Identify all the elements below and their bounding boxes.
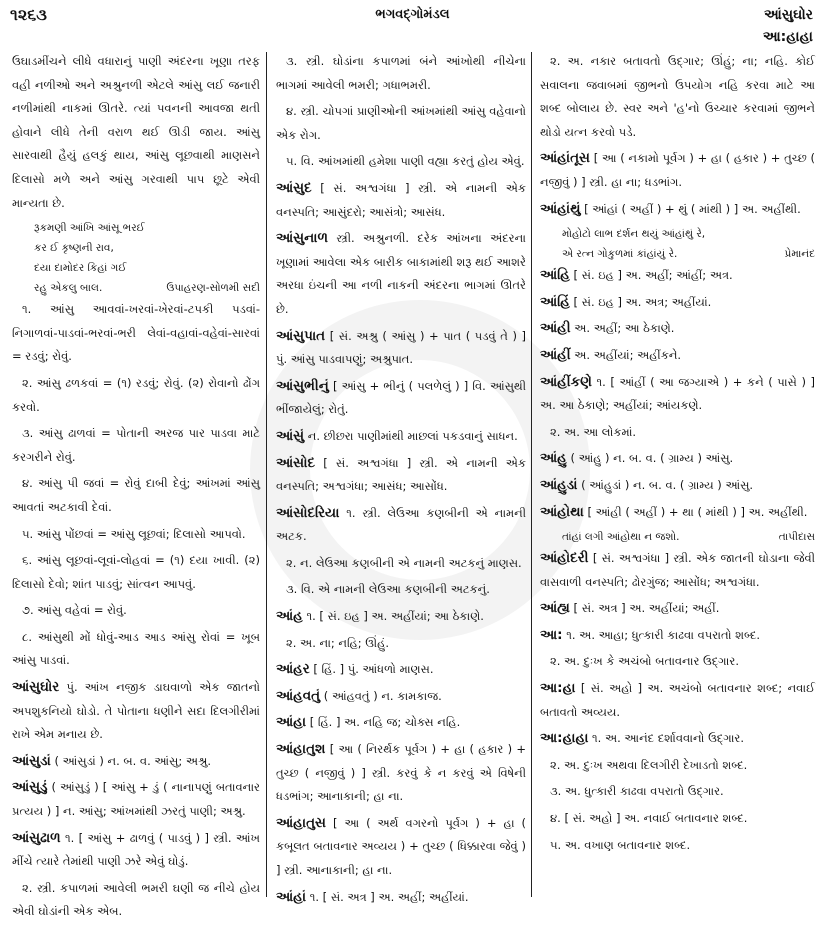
dictionary-entry [540, 447, 815, 471]
definition: [ સં. અશ્વગંધા ] સ્ત્રી. એક જાતની ઘોડાના જેવી વાસવાળી વનસ્પતિ; ઢોરગુંજ; આસોંધ; અશ્વગંધા. [540, 551, 815, 589]
quote-source: તાપીદાસ [778, 531, 815, 544]
guide-word-last: આ:હાહા [762, 29, 813, 45]
definition: ( આંહુડાં ) ન. બ. વ. ( ગ્રામ્ય ) આંસુ. [581, 477, 754, 492]
headword: આંસોદરિયા [276, 504, 340, 521]
intro-paragraph: ઉઘાડમીંચને લીધે વધારાનું પાણી અંદરના ખૂણા તરફ વહી નળીઓ અને અશ્રુનળી એટલે આંસુ લઈ જનારી નળીમાંથી નાકમાં ઊતરે. ત્યાં પવનની આવજા થતી હોવાને લીધે તેની વરાળ થઈ ઊડી જાય. આંસુ સારવાથી હૈયું હલકું થાય, આંસુ લૂછવાથી માણસને દિલાસો મળે અને આંસુ ગરવાથી પાપ છૂટે એવી માન્યતા છે. [12, 54, 260, 210]
definition: [ આંહી ( અહીં ) + થા ( માંથી ) ] અ. અહીંથી. [587, 504, 808, 519]
entry-sense [540, 780, 815, 804]
headword: આ:હા [540, 680, 576, 697]
idiom: ૨. આંસુ ઢળકવાં = (૧) રડવું; રોવું. (૨) રોવાનો ઢોંગ કરવો. [12, 375, 260, 414]
dictionary-entry [540, 547, 815, 594]
headword: આંહિ [540, 267, 570, 284]
idiom: ૭. આંસુ વહેવાં = રોવું. [22, 603, 127, 618]
definition: પું. આંખ નજીક ડાઘવાળો એક જાતનો અપશુકનિયો ઘોડો. તે પોતાના ધણીને સદા દિલગીરીમાં રાખે એમ મનાય છે. [12, 680, 260, 742]
headword: આંહ્ય [540, 600, 570, 617]
dictionary-entry [540, 677, 815, 724]
definition: ૧. અ. આનંદ દર્શાવવાનો ઉદ્ગાર. [592, 731, 745, 746]
definition: [ સં. અશ્વગંધા ] સ્ત્રી. એ નામની એક વનસ્પતિ; અશ્વગંધા; આસંધ; આસોંધ. [276, 455, 526, 494]
headword: આંસું [276, 427, 305, 444]
definition: ૨. સ્ત્રી. કપાળમાં આવેલી ભમરી ઘણી જ નીચે હોય એવી ઘોડાંની એક એબ. [12, 880, 260, 919]
dictionary-entry [540, 727, 815, 751]
idiom: ૮. આંસુથી મોં ધોવું-આડ આડ આંસુ રોવાં = ખૂબ આંસુ પાડવાં. [12, 629, 260, 668]
headword: આંહર [276, 661, 310, 678]
headword: આંસોદ [276, 454, 316, 471]
entry-sense: ૫. વિ. આંખમાંથી હમેશા પાણી વહ્યા કરતું હોય એવું. [286, 154, 525, 169]
dictionary-entry [276, 502, 526, 549]
dictionary-entry [276, 812, 526, 883]
entry-sense: ૪. સ્ત્રી. ચોપગાં પ્રાણીઓની આંખમાંથી આંસુ વહેવાનો એક રોગ. [276, 104, 526, 142]
entry-sense [12, 877, 260, 924]
dictionary-entry [276, 325, 526, 372]
dictionary-entry [540, 147, 815, 194]
definition: ( આંહવતું ) ન. કામકાજ. [323, 688, 442, 703]
dictionary-entry [12, 776, 260, 823]
headword: આંસુઢાળ [12, 829, 61, 846]
idiom: ૪. આંસુ પી જવાં = રોવું દાબી દેવું; આંખમાં આંસુ આવતાં અટકાવી દેવાં. [12, 476, 260, 514]
headword: આંસુભીનું [276, 377, 329, 394]
dictionary-entry [276, 375, 526, 422]
idiom: ૩. આંસુ ઢાળવાં = પોતાની અરજ પાર પાડવા માટે કરગરીને રોવું. [12, 426, 260, 464]
headword: આંહા [276, 714, 307, 731]
dictionary-entry [12, 676, 260, 747]
headword: આંહવતું [276, 687, 321, 704]
dictionary-entry [276, 425, 526, 449]
definition: [ આ ( નિરર્થક પૂર્વગ ) + હા ( હકાર ) + તુચ્છ ( નજીવું ) ] સ્ત્રી. કરવું કે ન કરવું એ વિષેની ધડભાંગ; આનાકાની; હા ના. [276, 742, 527, 804]
entry-sense: ૩. સ્ત્રી. ઘોડાંના કપાળમાં બંને આંખોથી નીચેના ભાગમાં આવેલી ભમરી; ગધાભમરી. [276, 54, 526, 92]
headword: આંહ [276, 608, 303, 625]
headword: આંહુડાં [540, 476, 578, 493]
column-divider [266, 52, 267, 897]
entry-sense [276, 632, 526, 656]
quote-source: ઉપાહરણ-સોળમી સદી [166, 282, 260, 295]
definition: ૨. અ. દુઃખ અથવા દિલગીરી દેખાડતો શબ્દ. [550, 757, 748, 772]
headword: આંહાતુશ [276, 741, 326, 758]
headword: આંહુ [540, 450, 567, 467]
dictionary-entry [12, 750, 260, 774]
definition: ૨. અ. દુઃખ કે અચંબો બતાવનાર ઉદ્ગાર. [550, 654, 739, 669]
dictionary-entry [540, 264, 815, 288]
headword: આંસુદ [276, 179, 312, 196]
dictionary-entry [540, 371, 815, 418]
quote-line: તાંહાં લગી આંહોથા ન જશો. [562, 531, 680, 544]
headword: આંહીં [540, 346, 571, 363]
definition: ૨. અ. ના; નહિ; ઊંહું. [286, 635, 390, 650]
column-1 [12, 50, 260, 927]
entry-sense [276, 552, 526, 576]
headword: આ: [540, 626, 563, 643]
definition: ૪. [ સં. અહો ] અ. નવાઈ બતાવનાર શબ્દ. [550, 811, 748, 826]
quotation [540, 224, 815, 264]
headword: આંહાતુસ [276, 814, 326, 831]
headword: આંહી [540, 320, 571, 337]
dictionary-entry [276, 452, 526, 499]
entry-sense [540, 754, 815, 778]
headword: આંહોથા [540, 503, 584, 520]
dictionary-entry [276, 605, 526, 629]
dictionary-entry [540, 624, 815, 648]
dictionary-entry [540, 501, 815, 525]
quotation [540, 527, 815, 547]
page-header [0, 0, 825, 50]
headword: આંસુપાત [276, 327, 326, 344]
column-3 [540, 50, 815, 860]
definition: [ સં. અશ્રુ ( આંસુ ) + પાત ( પડવું તે ) ] પું. આંસુ પાડવાપણું; અશ્રુપાત. [276, 328, 527, 367]
definition: સ્ત્રી. અશ્રુનળી. દરેક આંખના અંદરના ખૂણામાં આવેલા એક બારીક બાકામાંથી શરૂ થઈ આશરે અરધા ઇંચની આ નળી નાકની અંદરના ભાગમાં ઊતરે છે. [276, 231, 526, 316]
definition: [ હિં. ] પું. આંધળો માણસ. [313, 662, 434, 677]
dictionary-entry [12, 827, 260, 874]
definition: [ આ ( અર્થ વગરનો પૂર્વગ ) + હા ( કબૂલત બતાવનાર અવ્યય ) + તુચ્છ ( ધિક્કારવા જેવું ) ] સ્ત્રી. આનાકાની; હા ના. [276, 815, 527, 877]
definition: ૧. [ આંસુ + ઢાળવું ( પાડવું ) ] સ્ત્રી. આંખ મીંચે ત્યારે તેમાંથી પાણી ઝરે એવું ઘોડું. [12, 830, 260, 869]
entry-sense [540, 650, 815, 674]
headword: આંસુનાળ [276, 230, 329, 247]
definition: અ. અહીં; આ ઠેકાણે. [574, 321, 675, 336]
definition: [ આંહાં ( અહીં ) + થું ( માંથી ) ] અ. અહીંથી. [584, 201, 801, 216]
headword: આંસુડું [12, 779, 48, 796]
definition: ૨. ન. લેઉઆ કણબીની એ નામની અટકનું માણસ. [286, 555, 522, 570]
dictionary-entry [540, 474, 815, 498]
definition: [ આંસુ + ભીનું ( પલળેલું ) ] વિ. આંસુથી ભીંજાયેલું; રોતું. [276, 378, 527, 417]
entry-sense [540, 421, 815, 445]
definition: [ હિં. ] અ. નહિ જ; ચોક્સ નહિ. [309, 715, 461, 730]
dictionary-entry [276, 658, 526, 682]
headword: આ:હાહા [540, 730, 589, 747]
quote-source: પ્રેમાનંદ [784, 248, 815, 261]
definition: ન. છીછરા પાણીમાંથી માછલાં પકડવાનું સાધન. [307, 428, 518, 443]
definition: ૧. [ સં. અત્ર ] અ. અહીં; અહીંયાં. [309, 889, 469, 904]
quote-line: દયા દામોદર કિહાં ગઈ [34, 262, 127, 275]
column-2 [276, 50, 526, 912]
page-number: ૧૨૬૩ [10, 5, 47, 24]
dictionary-entry [276, 711, 526, 735]
definition: ( આંસુડું ) [ આંસુ + ડું ( નાનાપણું બતાવનાર પ્રત્યય ) ] ન. આંસુ; આંખમાંથી ઝરતું પાણી; અશ્રુ. [12, 780, 260, 819]
guide-word-first: આંસુઘોર [763, 7, 813, 23]
definition: [ સં. અહો ] અ. અચંબો બતાવનાર શબ્દ; નવાઈ બતાવતો અવ્યય. [540, 681, 815, 719]
definition: ૩. વિ. એ નામની લેઉઆ કણબીની અટકનું. [286, 582, 490, 597]
dictionary-entry [540, 597, 815, 621]
definition: અ. અહીંયાં; અહીંકને. [574, 347, 682, 362]
definition: ૩. અ. ધુત્કારી કાઢવા વપરાતો ઉદ્ગાર. [550, 784, 724, 799]
headword: આંહીંકણે [540, 373, 592, 390]
definition: ૧. [ સં. ઇહ ] અ. અહીંયાં; આ ઠેકાણે. [306, 609, 484, 624]
idiom: ૫. આંસુ પોંછવાં = આંસુ લૂછવાં; દિલાસો આપવો. [22, 526, 246, 541]
dictionary-entry [540, 344, 815, 368]
quote-line: મોહોટો લાભ દર્શન થયું આંહાંથું રે, [562, 228, 706, 241]
definition: ૧. અ. આહા; ધુત્કારી કાઢવા વપરાતો શબ્દ. [566, 627, 761, 642]
guide-words [763, 4, 813, 48]
headword: આંસુઘોર [12, 679, 60, 696]
definition: ૫. અ. વખાણ બતાવનાર શબ્દ. [550, 837, 691, 852]
headword: આંહિં [540, 293, 570, 310]
quote-line: રહુ એકલુ બાલ. [34, 282, 103, 295]
quote-line: કર ઈ કૃષ્ણની રાવ, [34, 242, 114, 255]
definition: [ સં. ઇહ ] અ. અત્ર; અહીંયાં. [573, 294, 712, 309]
definition: ( આંસુડાં ) ન. બ. વ. આંસુ; અશ્રુ. [54, 753, 212, 768]
dictionary-entry [276, 685, 526, 709]
dictionary-entry [540, 317, 815, 341]
entry-sense: ૨. અ. નકાર બતાવતો ઉદ્ગાર; ઊંહું; ના; નહિ. કોઈ સવાલના જવાબમાં જીભનો ઉપયોગ નહિ કરવા માટે આ શબ્દ બોલાય છે. સ્વર અને 'હ'નો ઉચ્ચાર કરવામાં જીભને થોડો યત્ન કરવો પડે. [540, 54, 815, 139]
dictionary-entry [540, 291, 815, 315]
dictionary-entry [276, 177, 526, 224]
definition: ૨. અ. આ લોકમાં. [550, 424, 637, 439]
headword: આંસુડાં [12, 752, 51, 769]
definition: [ સં. અશ્વગંધા ] સ્ત્રી. એ નામની એક વનસ્પતિ; આસુંદરો; આસંત્રો; આસંધ. [276, 180, 526, 219]
quote-line: એ રત્ન ગોકુળમાં કાંહાંયું રે. [562, 248, 678, 261]
idiom: ૬. આંસુ લૂછવાં-લૂવાં-લોહવાં = (૧) દયા ખાવી. (૨) દિલાસો દેવો; શાંત પાડવું; સાંત્વન આપવું. [12, 553, 260, 591]
column-divider [531, 52, 532, 897]
entry-sense [540, 834, 815, 858]
definition: ૧. સ્ત્રી. લેઉઆ કણબીની એ નામની અટક. [276, 505, 526, 544]
definition: ( આંહુ ) ન. બ. વ. ( ગ્રામ્ય ) આંસુ. [570, 451, 734, 466]
headword: આંહોદરી [540, 550, 589, 567]
quote-line: રૂકમણી આંખિ આંસૂ ભરઈ [34, 222, 145, 235]
headword: આંહાંથું [540, 200, 581, 217]
definition: [ સં. ઇહ ] અ. અહીં; આંહીં; અત્ર. [573, 268, 733, 283]
idiom: ૧. આંસુ આવવાં-ખરવાં-ખેરવાં-ટપકી પડવાં-નિગાળવાં-પાડવાં-ભરવાં-ભરી લેવાં-વહાવાં-વહેવાં-સારવાં = રડવું; રોવું. [12, 302, 260, 364]
dictionary-entry [276, 738, 526, 809]
definition: [ સં. અત્ર ] અ. અહીંયાં; અહીં. [573, 601, 720, 616]
entry-sense [540, 807, 815, 831]
quotation [12, 218, 260, 298]
entry-sense [276, 578, 526, 602]
headword: આંહાં [276, 888, 307, 905]
definition: ૧. [ આંહીં ( આ જગ્યાએ ) + કને ( પાસે ) ] અ. આ ઠેકાણે; અહીંયાં; આંયકણે. [540, 374, 815, 413]
headword: આંહાંતૂસ [540, 150, 590, 167]
definition: [ આ ( નકામો પૂર્વગ ) + હા ( હકાર ) + તુચ્છ ( નજીવું ) ] સ્ત્રી. હા ના; ધડભાંગ. [540, 151, 816, 189]
dictionary-entry [276, 227, 526, 321]
dictionary-entry [276, 886, 526, 910]
dictionary-entry [540, 198, 815, 222]
running-title: ભગવદ્ગોમંડલ [375, 7, 450, 22]
